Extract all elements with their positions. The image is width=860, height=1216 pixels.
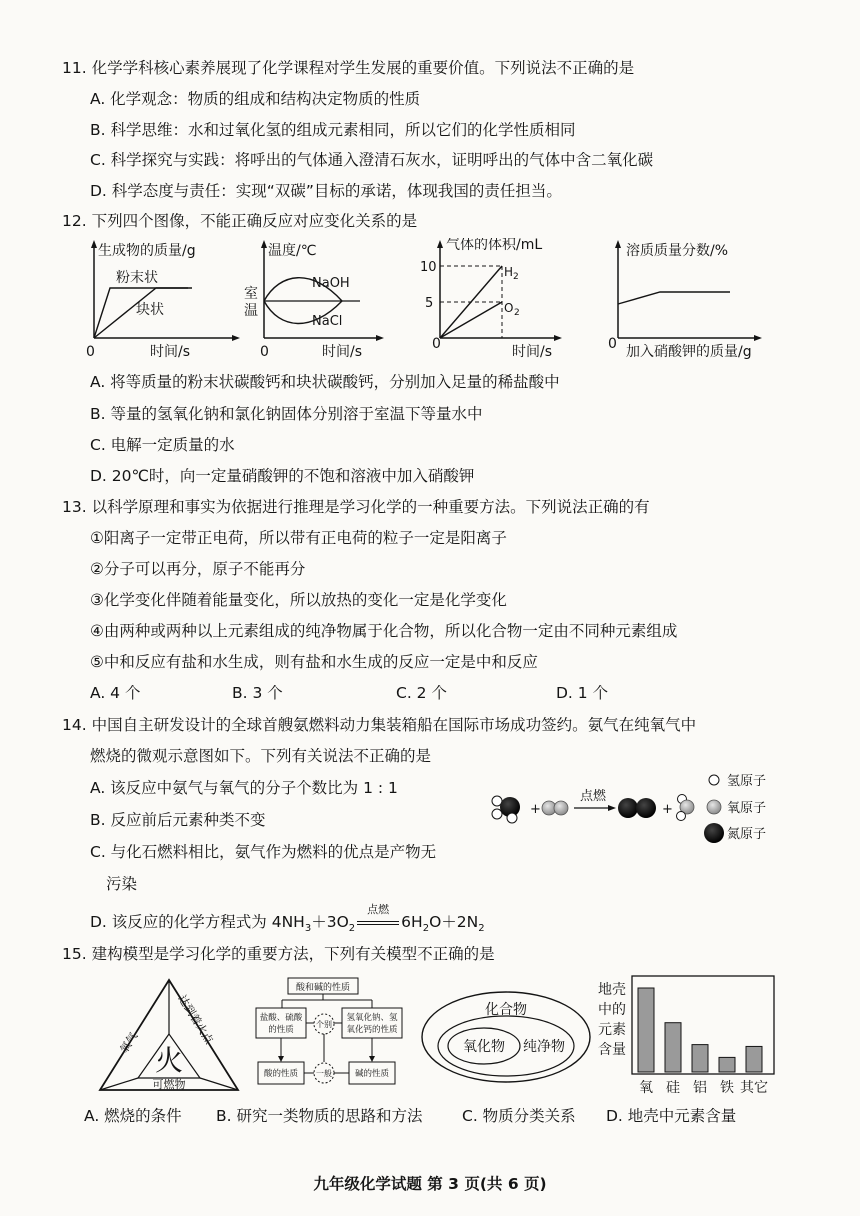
q13-option-b: B. 3 个	[232, 684, 283, 702]
flow-mid-right-1: 氢氧化钠、氢	[346, 1013, 398, 1023]
q14-d-sub2: 2	[348, 923, 356, 935]
q14-plus-2: +	[662, 802, 673, 817]
graph1-block-label: 块状	[136, 302, 164, 318]
q15-caption-d: D. 地壳中元素含量	[606, 1107, 737, 1125]
flow-top: 酸和碱的性质	[295, 983, 351, 993]
crust-ylabel-4: 含量	[598, 1042, 626, 1058]
graph-3	[420, 238, 562, 360]
q14-d-condition-arrow	[355, 903, 401, 932]
q14-option-c: C. 与化石燃料相比，氨气作为燃料的优点是产物无	[90, 843, 437, 861]
legend-nitrogen-swatch	[704, 823, 724, 843]
q15-caption-a: A. 燃烧的条件	[84, 1107, 182, 1125]
graph3-h: H	[504, 265, 514, 279]
q15-fire-triangle	[96, 976, 242, 1094]
fire-bottom: 可燃物	[152, 1078, 186, 1091]
q12-option-c: C. 电解一定质量的水	[90, 436, 235, 454]
q14-stem-2: 燃烧的微观示意图如下。下列有关说法不正确的是	[90, 747, 432, 765]
q14-option-d	[90, 903, 485, 939]
graph2-naoh: NaOH	[312, 276, 350, 291]
legend-oxygen-swatch	[707, 800, 721, 814]
q14-plus-1: +	[530, 802, 541, 817]
q13-item-2: ②分子可以再分，原子不能再分	[90, 560, 306, 578]
q14-option-a: A. 该反应中氨气与氧气的分子个数比为 1 : 1	[90, 779, 398, 797]
q14-d-sub1: 3	[304, 923, 312, 935]
graph2-room-1: 室	[244, 286, 258, 302]
page-footer: 九年级化学试题 第 3 页(共 6 页)	[313, 1175, 547, 1193]
flow-bottom-center: 一般	[316, 1069, 332, 1078]
q12-option-a: A. 将等质量的粉末状碳酸钙和块状碳酸钙，分别加入足量的稀盐酸中	[90, 373, 560, 391]
q14-d-mid3: O＋2N	[429, 913, 479, 931]
fire-center: 火	[154, 1044, 184, 1077]
q13-item-4: ④由两种或两种以上元素组成的纯净物属于化合物，所以化合物一定由不同种元素组成	[90, 622, 678, 640]
q14-option-b: B. 反应前后元素种类不变	[90, 811, 266, 829]
q13-item-1: ①阳离子一定带正电荷，所以带有正电荷的粒子一定是阳离子	[90, 529, 507, 547]
o2-molecule	[542, 801, 568, 815]
graph2-xlabel: 时间/s	[322, 344, 363, 360]
q13-item-5: ⑤中和反应有盐和水生成，则有盐和水生成的反应一定是中和反应	[90, 653, 538, 671]
q11-option-b: B. 科学思维：水和过氧化氢的组成元素相同，所以它们的化学性质相同	[90, 121, 576, 139]
graph3-ylabel: 气体的体积/mL	[446, 238, 543, 253]
graph3-tick-10: 10	[420, 260, 437, 275]
flow-bottom-left: 酸的性质	[263, 1069, 299, 1079]
graph1-ylabel: 生成物的质量/g	[98, 243, 196, 259]
crust-bar	[638, 988, 654, 1072]
q11-stem: 11. 化学学科核心素养展现了化学课程对学生发展的重要价值。下列说法不正确的是	[62, 59, 635, 77]
flow-mid-left-2: 的性质	[268, 1025, 294, 1035]
graph3-origin: 0	[432, 336, 441, 352]
q14-stem-1: 14. 中国自主研发设计的全球首艘氨燃料动力集装箱船在国际市场成功签约。氨气在纯氧气中	[62, 716, 697, 734]
crust-category-label: 铝	[693, 1080, 707, 1096]
graph3-h-sub: 2	[513, 272, 519, 282]
q15-classification	[420, 990, 592, 1084]
graph3-o: O	[504, 301, 514, 315]
flow-bottom-right: 碱的性质	[354, 1069, 390, 1079]
graph-1	[86, 240, 240, 360]
legend-hydrogen: 氢原子	[727, 774, 767, 789]
graph3-tick-5: 5	[425, 296, 434, 311]
graph1-origin: 0	[86, 344, 95, 360]
q13-item-3: ③化学变化伴随着能量变化，所以放热的变化一定是化学变化	[90, 591, 507, 609]
crust-bar	[719, 1057, 735, 1072]
classify-outer: 化合物	[485, 1002, 527, 1018]
q12-graphs	[80, 238, 840, 368]
graph4-origin: 0	[608, 336, 617, 352]
graph4-xlabel: 加入硝酸钾的质量/g	[626, 344, 752, 360]
q14-d-sub3: 2	[422, 923, 430, 935]
q13-stem: 13. 以科学原理和事实为依据进行推理是学习化学的一种重要方法。下列说法正确的有	[62, 498, 650, 516]
graph1-powder-label: 粉末状	[116, 270, 158, 286]
crust-ylabel-1: 地壳	[598, 982, 626, 998]
q15-crust-chart	[594, 972, 784, 1100]
q14-d-mid1: ＋3O	[311, 913, 349, 931]
graph1-xlabel: 时间/s	[150, 344, 191, 360]
q13-option-a: A. 4 个	[90, 684, 141, 702]
legend-oxygen: 氧原子	[727, 801, 767, 816]
flow-mid-right-2: 氧化钙的性质	[346, 1025, 398, 1035]
q11-option-d: D. 科学态度与责任：实现“双碳”目标的承诺，体现我国的责任担当。	[90, 182, 562, 200]
h2o-molecule	[677, 795, 695, 821]
graph3-o-sub: 2	[514, 308, 520, 318]
n2-molecule	[618, 798, 656, 818]
legend-hydrogen-swatch	[709, 775, 719, 785]
fire-right: 达到着火点	[175, 992, 216, 1047]
q14-option-c-cont: 污染	[106, 875, 138, 893]
q12-option-b: B. 等量的氢氧化钠和氯化钠固体分别溶于室温下等量水中	[90, 405, 483, 423]
fire-left: 氧气	[117, 1030, 141, 1056]
q13-option-c: C. 2 个	[396, 684, 447, 702]
nh3-molecule	[492, 796, 520, 823]
graph2-origin: 0	[260, 344, 269, 360]
crust-category-label: 硅	[666, 1080, 680, 1096]
q14-d-sub4: 2	[478, 923, 485, 935]
q12-stem: 12. 下列四个图像，不能正确反应对应变化关系的是	[62, 212, 418, 230]
crust-ylabel-2: 中的	[598, 1002, 626, 1018]
q15-caption-b: B. 研究一类物质的思路和方法	[216, 1107, 423, 1125]
crust-ylabel-3: 元素	[598, 1022, 626, 1038]
q13-option-d: D. 1 个	[556, 684, 609, 702]
q15-caption-c: C. 物质分类关系	[462, 1107, 576, 1125]
legend-nitrogen: 氮原子	[727, 827, 767, 842]
q15-stem: 15. 建构模型是学习化学的重要方法，下列有关模型不正确的是	[62, 945, 495, 963]
crust-bar	[692, 1045, 708, 1072]
crust-bar	[746, 1046, 762, 1072]
graph2-nacl: NaCl	[312, 314, 343, 329]
flow-mid-center: 个别	[316, 1020, 332, 1029]
graph2-ylabel: 温度/℃	[268, 243, 317, 259]
classify-middle: 纯净物	[523, 1039, 565, 1055]
q11-option-c: C. 科学探究与实践：将呼出的气体通入澄清石灰水，证明呼出的气体中含二氧化碳	[90, 151, 654, 169]
graph-4	[608, 240, 762, 360]
q11-option-a: A. 化学观念：物质的组成和结构决定物质的性质	[90, 90, 421, 108]
graph2-room-2: 温	[244, 303, 258, 319]
crust-category-label: 其它	[740, 1080, 768, 1096]
q14-d-prefix: D. 该反应的化学方程式为 4NH	[90, 913, 305, 931]
q14-diagram-condition: 点燃	[580, 789, 607, 804]
crust-bar	[665, 1023, 681, 1072]
crust-category-label: 铁	[720, 1080, 734, 1096]
graph3-xlabel: 时间/s	[512, 344, 553, 360]
q15-flow-chart	[254, 976, 404, 1094]
q14-d-mid2: 6H	[401, 913, 423, 931]
q12-option-d: D. 20℃时，向一定量硝酸钾的不饱和溶液中加入硝酸钾	[90, 467, 475, 485]
q14-d-condition: 点燃	[367, 903, 390, 916]
graph4-ylabel: 溶质质量分数/%	[626, 243, 729, 259]
graph-2	[244, 240, 384, 360]
flow-mid-left-1: 盐酸、硫酸	[259, 1013, 303, 1023]
crust-category-label: 氧	[639, 1080, 653, 1096]
classify-inner: 氧化物	[463, 1039, 505, 1055]
q14-reaction-diagram	[488, 770, 788, 860]
